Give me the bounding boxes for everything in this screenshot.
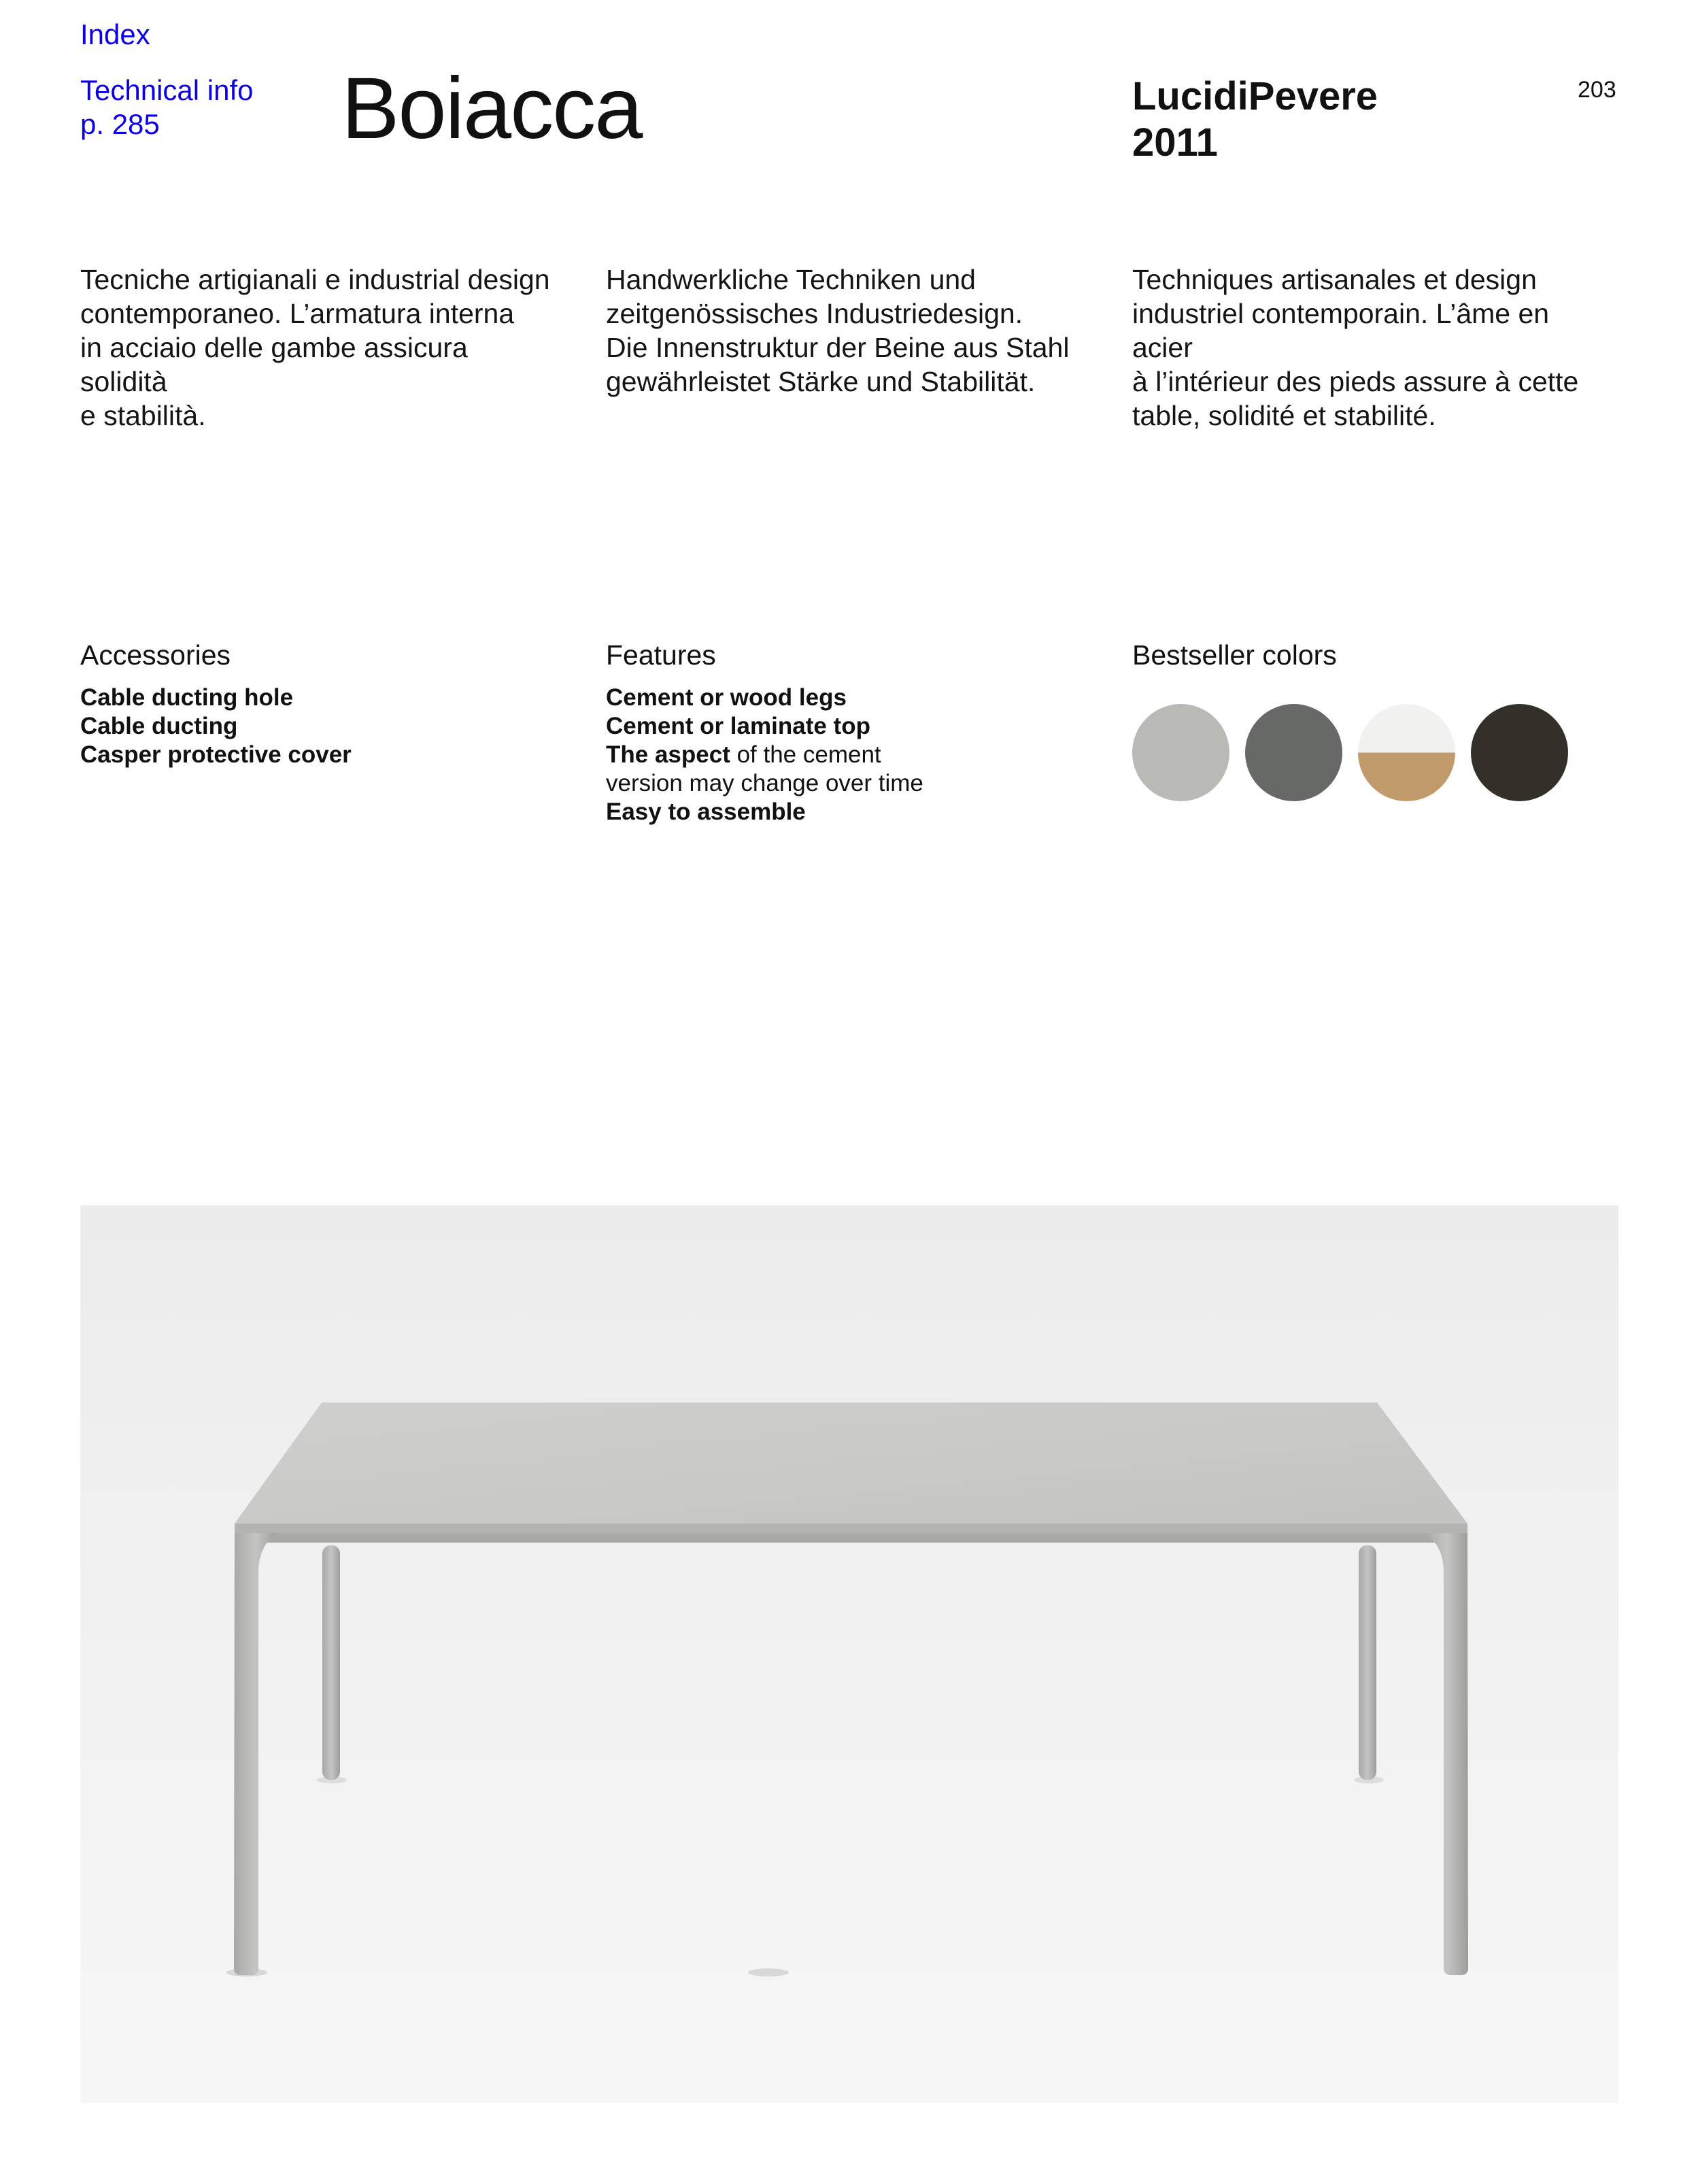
color-swatch [1471,704,1568,801]
list-item: Cable ducting [80,713,238,739]
desc-line: à l’intérieur des pieds assure à cette [1132,366,1579,397]
desc-line: industriel contemporain. L’âme en acier [1132,298,1550,363]
page-number: 203 [1578,77,1616,103]
list-item: Cable ducting hole [80,684,294,711]
accessories-heading: Accessories [80,639,231,671]
desc-line: gewährleistet Stärke und Stabilität. [606,366,1036,397]
table-illustration [80,1205,1618,2103]
desc-line: table, solidité et stabilité. [1132,400,1436,431]
color-swatch [1245,704,1342,801]
technical-info-link[interactable] [80,73,253,141]
index-link[interactable]: Index [80,18,150,50]
bestseller-colors-heading: Bestseller colors [1132,639,1337,671]
design-year: 2011 [1132,120,1218,165]
desc-line: in acciaio delle gambe assicura solidità [80,332,468,397]
list-item [606,741,923,769]
accessories-list [80,684,352,769]
technical-info-page: p. 285 [80,108,160,140]
features-heading: Features [606,639,716,671]
list-item: version may change over time [606,770,923,796]
description-italian [80,263,556,433]
desc-line: e stabilità. [80,400,206,431]
desc-line: Handwerkliche Techniken und [606,264,976,295]
color-swatch [1132,704,1229,801]
list-item: Easy to assemble [606,799,806,825]
desc-line: contemporaneo. L’armatura interna [80,298,515,329]
list-item: Cement or wood legs [606,684,847,711]
feature-text: of the cement [730,741,881,768]
desc-line: Die Innenstruktur der Beine aus Stahl [606,332,1070,363]
product-photo [80,1205,1618,2103]
description-german [606,263,1082,399]
list-item: Cement or laminate top [606,713,870,739]
features-list [606,684,923,826]
color-swatch [1358,704,1455,801]
description-french [1132,263,1608,433]
list-item: Casper protective cover [80,741,352,768]
desc-line: Techniques artisanales et design [1132,264,1537,295]
product-title: Boiacca [341,60,642,157]
desc-line: Tecniche artigianali e industrial design [80,264,550,295]
feature-bold-text: The aspect [606,741,730,768]
designer-name: LucidiPevere [1132,74,1378,118]
technical-info-label: Technical info [80,74,254,106]
desc-line: zeitgenössisches Industriedesign. [606,298,1023,329]
designer-block [1132,73,1378,166]
